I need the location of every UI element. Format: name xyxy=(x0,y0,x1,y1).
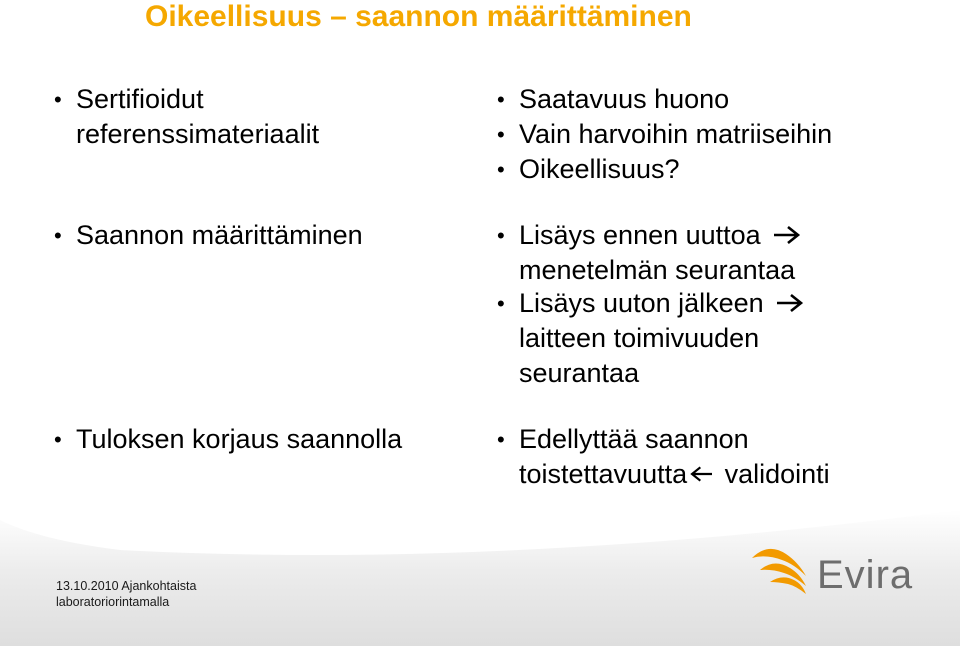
left-bullet-2-line-1: Saannon määrittäminen xyxy=(76,220,363,250)
right-bullet-6 xyxy=(497,422,830,492)
bullet-dot: • xyxy=(497,427,505,452)
right-bullet-1 xyxy=(497,82,730,117)
right-bullet-6-line-2b: validointi xyxy=(717,459,830,489)
bullet-dot: • xyxy=(497,223,505,248)
right-bullet-5-line-1: Lisäys uuton jälkeen xyxy=(519,288,764,318)
footer-line-2: laboratoriorintamalla xyxy=(56,595,170,609)
footer-line-1: 13.10.2010 Ajankohtaista xyxy=(56,579,197,593)
left-bullet-1 xyxy=(54,82,320,152)
bullet-dot: • xyxy=(497,291,505,316)
left-bullet-3 xyxy=(54,422,403,457)
right-bullet-3 xyxy=(497,152,680,187)
right-bullet-4 xyxy=(497,218,804,288)
right-bullet-4-line-2: menetelmän seurantaa xyxy=(519,255,796,285)
bullet-dot: • xyxy=(54,87,62,112)
bullet-dot: • xyxy=(497,122,505,147)
right-bullet-5-line-3: seurantaa xyxy=(519,358,640,388)
right-bullet-6-line-2a: toistettavuutta xyxy=(519,459,688,489)
right-bullet-5 xyxy=(497,286,807,391)
evira-logo-icon xyxy=(748,540,820,596)
bullet-dot: • xyxy=(54,427,62,452)
left-bullet-1-line-2: referenssimateriaalit xyxy=(76,119,320,149)
right-bullet-2 xyxy=(497,117,833,152)
left-bullet-2 xyxy=(54,218,363,253)
left-bullet-3-line-1: Tuloksen korjaus saannolla xyxy=(76,424,403,454)
right-bullet-6-line-1: Edellyttää saannon xyxy=(519,424,749,454)
arrow-right-icon xyxy=(768,224,804,246)
right-bullet-4-line-1: Lisäys ennen uuttoa xyxy=(519,220,761,250)
slide-title: Oikeellisuus – saannon määrittäminen xyxy=(145,0,692,33)
right-bullet-1-text: Saatavuus huono xyxy=(519,84,730,114)
right-bullet-3-text: Oikeellisuus? xyxy=(519,154,680,184)
right-bullet-5-line-2: laitteen toimivuuden xyxy=(519,323,760,353)
bullet-dot: • xyxy=(54,223,62,248)
evira-logo-text: Evira xyxy=(817,553,914,597)
bullet-dot: • xyxy=(497,87,505,112)
right-bullet-2-text: Vain harvoihin matriiseihin xyxy=(519,119,833,149)
bullet-dot: • xyxy=(497,157,505,182)
arrow-right-icon xyxy=(771,292,807,314)
arrow-left-icon xyxy=(687,463,717,485)
left-bullet-1-line-1: Sertifioidut xyxy=(76,84,204,114)
footer-text xyxy=(56,578,196,610)
